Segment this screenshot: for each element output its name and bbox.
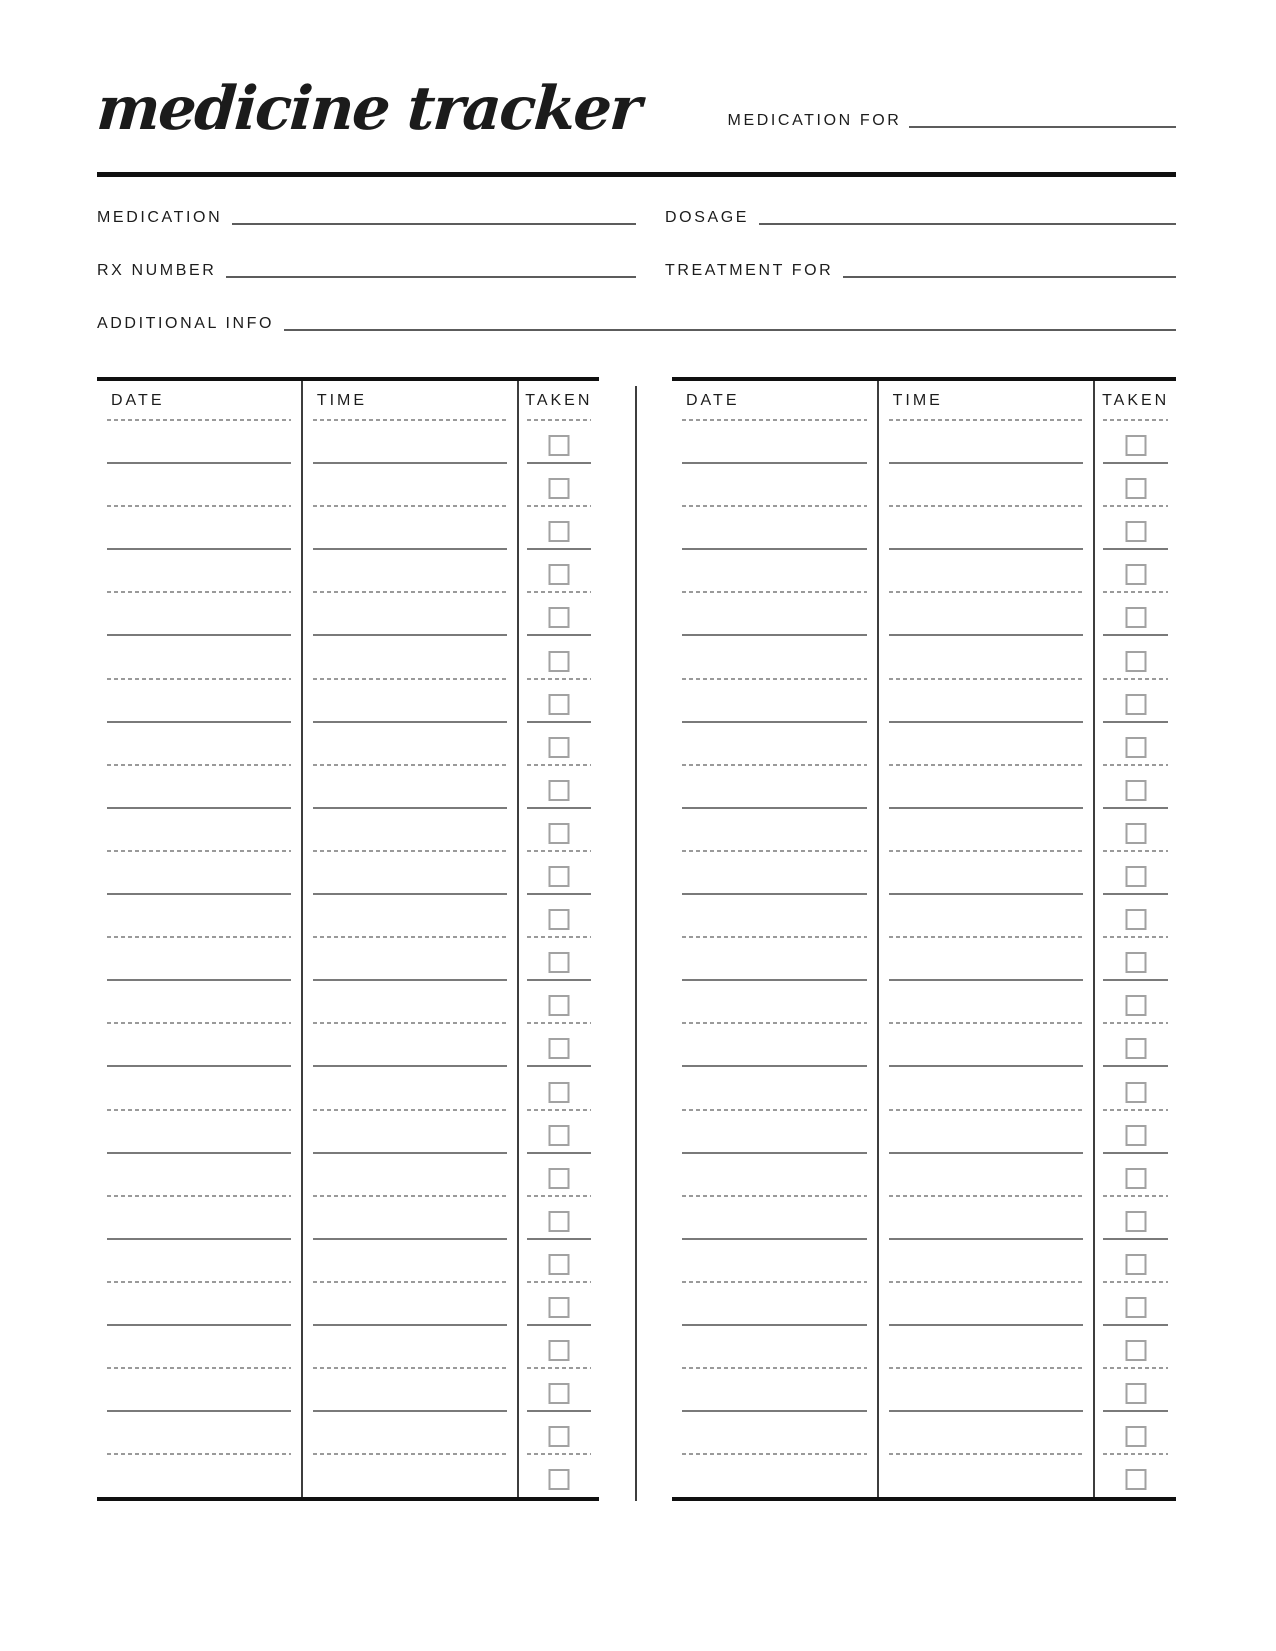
date-cell[interactable] xyxy=(97,1282,303,1325)
taken-checkbox[interactable] xyxy=(1125,1168,1146,1189)
taken-checkbox[interactable] xyxy=(1125,995,1146,1016)
table-row xyxy=(97,1066,599,1109)
taken-checkbox[interactable] xyxy=(1125,694,1146,715)
taken-checkbox[interactable] xyxy=(1125,1297,1146,1318)
table-row xyxy=(97,765,599,808)
time-cell[interactable] xyxy=(879,1454,1096,1497)
date-cell[interactable] xyxy=(672,592,879,635)
taken-checkbox[interactable] xyxy=(1125,1038,1146,1059)
table-row xyxy=(672,506,1176,549)
date-cell[interactable] xyxy=(672,1110,879,1153)
taken-checkbox[interactable] xyxy=(548,564,569,585)
taken-checkbox[interactable] xyxy=(1125,1211,1146,1232)
taken-checkbox[interactable] xyxy=(1125,564,1146,585)
taken-checkbox[interactable] xyxy=(548,694,569,715)
time-cell[interactable] xyxy=(879,1196,1096,1239)
taken-cell xyxy=(1095,1023,1176,1066)
table-row xyxy=(672,765,1176,808)
taken-checkbox[interactable] xyxy=(1125,737,1146,758)
date-cell[interactable] xyxy=(672,1239,879,1282)
table-row xyxy=(97,1368,599,1411)
taken-header-label: TAKEN xyxy=(1102,392,1170,409)
date-cell[interactable] xyxy=(672,980,879,1023)
taken-cell xyxy=(1095,937,1176,980)
table-row xyxy=(672,1239,1176,1282)
table-row xyxy=(672,1110,1176,1153)
taken-cell xyxy=(519,549,599,592)
table-row xyxy=(97,1411,599,1454)
taken-cell xyxy=(519,1023,599,1066)
time-cell[interactable] xyxy=(879,722,1096,765)
date-cell[interactable] xyxy=(672,894,879,937)
header xyxy=(94,0,1176,153)
table-row xyxy=(672,722,1176,765)
taken-cell xyxy=(1095,980,1176,1023)
date-cell[interactable] xyxy=(97,506,303,549)
taken-checkbox[interactable] xyxy=(548,1426,569,1447)
time-cell[interactable] xyxy=(303,722,519,765)
taken-checkbox[interactable] xyxy=(548,651,569,672)
time-cell[interactable] xyxy=(879,1066,1096,1109)
table-row xyxy=(97,894,599,937)
taken-checkbox[interactable] xyxy=(1125,1125,1146,1146)
column-header-date xyxy=(672,381,879,420)
table-row xyxy=(97,808,599,851)
medication-for-field xyxy=(728,113,1176,129)
taken-cell xyxy=(1095,1153,1176,1196)
table-row xyxy=(97,1325,599,1368)
dosage-label: DOSAGE xyxy=(665,209,750,226)
time-cell[interactable] xyxy=(303,679,519,722)
medication-log-tables xyxy=(97,377,1176,1501)
date-cell[interactable] xyxy=(672,506,879,549)
taken-cell xyxy=(519,1239,599,1282)
date-cell[interactable] xyxy=(97,808,303,851)
taken-checkbox[interactable] xyxy=(548,952,569,973)
time-cell[interactable] xyxy=(879,980,1096,1023)
date-cell[interactable] xyxy=(97,463,303,506)
table-row xyxy=(97,722,599,765)
table-row xyxy=(672,1066,1176,1109)
taken-cell xyxy=(519,1282,599,1325)
time-cell[interactable] xyxy=(303,980,519,1023)
time-cell[interactable] xyxy=(303,1411,519,1454)
time-cell[interactable] xyxy=(303,1066,519,1109)
taken-cell xyxy=(1095,679,1176,722)
taken-cell xyxy=(1095,1196,1176,1239)
time-cell[interactable] xyxy=(879,851,1096,894)
table-row xyxy=(97,463,599,506)
time-cell[interactable] xyxy=(303,635,519,678)
table-row xyxy=(97,1282,599,1325)
time-cell[interactable] xyxy=(303,1153,519,1196)
time-cell[interactable] xyxy=(303,463,519,506)
rx-number-label: RX NUMBER xyxy=(97,262,217,279)
taken-checkbox[interactable] xyxy=(548,1254,569,1275)
date-cell[interactable] xyxy=(97,851,303,894)
taken-cell xyxy=(519,980,599,1023)
table-row xyxy=(672,1282,1176,1325)
table-row xyxy=(672,851,1176,894)
taken-checkbox[interactable] xyxy=(1125,1340,1146,1361)
time-cell[interactable] xyxy=(303,1368,519,1411)
taken-checkbox[interactable] xyxy=(548,995,569,1016)
date-cell[interactable] xyxy=(97,1411,303,1454)
taken-cell xyxy=(1095,851,1176,894)
taken-header-label: TAKEN xyxy=(525,392,593,409)
taken-cell xyxy=(519,1325,599,1368)
date-cell[interactable] xyxy=(97,1454,303,1497)
column-header-taken xyxy=(1095,381,1176,420)
taken-checkbox[interactable] xyxy=(1125,651,1146,672)
date-cell[interactable] xyxy=(672,722,879,765)
taken-checkbox[interactable] xyxy=(548,866,569,887)
treatment-for-field xyxy=(665,263,1176,279)
rx-number-input-line[interactable] xyxy=(226,276,636,278)
taken-cell xyxy=(1095,420,1176,463)
taken-checkbox[interactable] xyxy=(1125,1082,1146,1103)
taken-cell xyxy=(519,1454,599,1497)
time-cell[interactable] xyxy=(879,1023,1096,1066)
taken-checkbox[interactable] xyxy=(548,737,569,758)
date-cell[interactable] xyxy=(97,894,303,937)
table-row xyxy=(672,549,1176,592)
taken-checkbox[interactable] xyxy=(548,1038,569,1059)
taken-checkbox[interactable] xyxy=(548,1383,569,1404)
table-row xyxy=(672,808,1176,851)
time-cell[interactable] xyxy=(303,1110,519,1153)
column-header-time xyxy=(303,381,519,420)
taken-cell xyxy=(1095,1066,1176,1109)
time-cell[interactable] xyxy=(879,1325,1096,1368)
time-cell[interactable] xyxy=(303,1023,519,1066)
time-header-label: TIME xyxy=(316,392,368,409)
date-cell[interactable] xyxy=(672,1325,879,1368)
table-row xyxy=(97,851,599,894)
table-divider xyxy=(635,386,637,1501)
table-row xyxy=(672,679,1176,722)
date-cell[interactable] xyxy=(672,765,879,808)
date-cell[interactable] xyxy=(672,1282,879,1325)
table-body xyxy=(97,420,599,1497)
taken-cell xyxy=(519,592,599,635)
table-row xyxy=(672,420,1176,463)
medication-input-line[interactable] xyxy=(232,223,636,225)
taken-cell xyxy=(519,808,599,851)
med-log-table-1 xyxy=(97,377,599,1501)
date-cell[interactable] xyxy=(672,1023,879,1066)
time-cell[interactable] xyxy=(303,808,519,851)
date-cell[interactable] xyxy=(97,1110,303,1153)
time-cell[interactable] xyxy=(879,1368,1096,1411)
additional-info-label: ADDITIONAL INFO xyxy=(97,315,275,332)
date-cell[interactable] xyxy=(672,679,879,722)
table-row xyxy=(672,592,1176,635)
time-cell[interactable] xyxy=(879,765,1096,808)
time-cell[interactable] xyxy=(879,1239,1096,1282)
dosage-input-line[interactable] xyxy=(759,223,1176,225)
taken-cell xyxy=(519,635,599,678)
taken-cell xyxy=(1095,765,1176,808)
time-cell[interactable] xyxy=(879,1110,1096,1153)
date-cell[interactable] xyxy=(97,635,303,678)
additional-info-field xyxy=(97,316,1176,332)
table-row xyxy=(672,1196,1176,1239)
taken-cell xyxy=(519,679,599,722)
taken-cell xyxy=(1095,549,1176,592)
date-cell[interactable] xyxy=(97,1066,303,1109)
table-row xyxy=(97,1454,599,1497)
taken-cell xyxy=(1095,635,1176,678)
form-row xyxy=(97,279,1176,332)
prescription-info-form xyxy=(97,177,1176,332)
time-cell[interactable] xyxy=(303,1196,519,1239)
taken-cell xyxy=(519,1066,599,1109)
taken-cell xyxy=(519,1153,599,1196)
taken-cell xyxy=(1095,1368,1176,1411)
page-title: medicine tracker xyxy=(94,74,642,144)
medication-label: MEDICATION xyxy=(97,209,223,226)
taken-cell xyxy=(1095,1239,1176,1282)
date-cell[interactable] xyxy=(672,1454,879,1497)
table-row xyxy=(672,1325,1176,1368)
date-cell[interactable] xyxy=(672,851,879,894)
date-header-label: DATE xyxy=(686,392,740,409)
table-row xyxy=(97,1023,599,1066)
taken-checkbox[interactable] xyxy=(1125,478,1146,499)
time-cell[interactable] xyxy=(879,463,1096,506)
time-cell[interactable] xyxy=(879,808,1096,851)
taken-checkbox[interactable] xyxy=(548,607,569,628)
table-row xyxy=(97,1153,599,1196)
taken-cell xyxy=(1095,1110,1176,1153)
table-row xyxy=(672,937,1176,980)
taken-cell xyxy=(1095,1282,1176,1325)
taken-checkbox[interactable] xyxy=(548,1125,569,1146)
table-body xyxy=(672,420,1176,1497)
time-cell[interactable] xyxy=(303,1239,519,1282)
taken-checkbox[interactable] xyxy=(548,1082,569,1103)
taken-cell xyxy=(519,1196,599,1239)
taken-checkbox[interactable] xyxy=(1125,780,1146,801)
taken-cell xyxy=(519,506,599,549)
table-row xyxy=(672,1411,1176,1454)
date-cell[interactable] xyxy=(97,1023,303,1066)
time-cell[interactable] xyxy=(879,1153,1096,1196)
date-cell[interactable] xyxy=(672,463,879,506)
taken-checkbox[interactable] xyxy=(1125,909,1146,930)
taken-cell xyxy=(519,1110,599,1153)
date-cell[interactable] xyxy=(97,765,303,808)
taken-cell xyxy=(1095,1454,1176,1497)
taken-checkbox[interactable] xyxy=(1125,823,1146,844)
table-row xyxy=(672,1368,1176,1411)
date-cell[interactable] xyxy=(672,1368,879,1411)
date-cell[interactable] xyxy=(97,980,303,1023)
taken-checkbox[interactable] xyxy=(548,1168,569,1189)
date-cell[interactable] xyxy=(97,722,303,765)
taken-cell xyxy=(1095,894,1176,937)
date-cell[interactable] xyxy=(97,1239,303,1282)
date-cell[interactable] xyxy=(97,679,303,722)
taken-cell xyxy=(519,1411,599,1454)
time-cell[interactable] xyxy=(879,549,1096,592)
time-cell[interactable] xyxy=(879,679,1096,722)
taken-checkbox[interactable] xyxy=(1125,952,1146,973)
time-cell[interactable] xyxy=(879,635,1096,678)
med-log-table-2 xyxy=(672,377,1176,1501)
table-row xyxy=(97,1110,599,1153)
additional-info-input-line[interactable] xyxy=(284,329,1176,331)
column-header-date xyxy=(97,381,303,420)
date-cell[interactable] xyxy=(672,1196,879,1239)
taken-cell xyxy=(1095,722,1176,765)
time-cell[interactable] xyxy=(303,894,519,937)
taken-cell xyxy=(519,463,599,506)
table-row xyxy=(97,1239,599,1282)
taken-checkbox[interactable] xyxy=(548,1469,569,1490)
medication-for-input-line[interactable] xyxy=(909,126,1176,128)
table-header xyxy=(672,381,1176,420)
taken-cell xyxy=(519,722,599,765)
table-row xyxy=(97,980,599,1023)
taken-checkbox[interactable] xyxy=(1125,435,1146,456)
taken-checkbox[interactable] xyxy=(1125,521,1146,542)
time-cell[interactable] xyxy=(879,1411,1096,1454)
date-cell[interactable] xyxy=(97,592,303,635)
table-row xyxy=(672,1153,1176,1196)
date-cell[interactable] xyxy=(672,420,879,463)
table-row xyxy=(97,549,599,592)
date-cell[interactable] xyxy=(97,937,303,980)
time-cell[interactable] xyxy=(303,420,519,463)
date-cell[interactable] xyxy=(672,1411,879,1454)
table-row xyxy=(97,679,599,722)
taken-cell xyxy=(519,420,599,463)
table-row xyxy=(672,1454,1176,1497)
time-cell[interactable] xyxy=(879,420,1096,463)
taken-cell xyxy=(519,894,599,937)
taken-checkbox[interactable] xyxy=(548,435,569,456)
date-cell[interactable] xyxy=(97,549,303,592)
time-cell[interactable] xyxy=(303,1282,519,1325)
taken-cell xyxy=(1095,463,1176,506)
taken-checkbox[interactable] xyxy=(1125,1254,1146,1275)
table-row xyxy=(97,635,599,678)
column-header-time xyxy=(879,381,1096,420)
taken-cell xyxy=(519,851,599,894)
treatment-for-input-line[interactable] xyxy=(843,276,1176,278)
taken-checkbox[interactable] xyxy=(1125,607,1146,628)
medication-for-label: MEDICATION FOR xyxy=(727,112,902,129)
taken-checkbox[interactable] xyxy=(548,780,569,801)
taken-cell xyxy=(519,765,599,808)
date-cell[interactable] xyxy=(672,937,879,980)
time-header-label: TIME xyxy=(892,392,943,409)
medication-field xyxy=(97,210,636,226)
taken-cell xyxy=(1095,506,1176,549)
time-cell[interactable] xyxy=(303,549,519,592)
form-row xyxy=(97,226,1176,279)
time-cell[interactable] xyxy=(303,851,519,894)
taken-checkbox[interactable] xyxy=(548,1297,569,1318)
date-header-label: DATE xyxy=(111,392,165,409)
date-cell[interactable] xyxy=(672,635,879,678)
date-cell[interactable] xyxy=(97,1196,303,1239)
time-cell[interactable] xyxy=(303,506,519,549)
table-row xyxy=(97,592,599,635)
table-gap xyxy=(599,377,672,1501)
date-cell[interactable] xyxy=(672,1153,879,1196)
table-row xyxy=(672,980,1176,1023)
taken-checkbox[interactable] xyxy=(1125,1469,1146,1490)
table-row xyxy=(97,1196,599,1239)
date-cell[interactable] xyxy=(97,1153,303,1196)
time-cell[interactable] xyxy=(303,1325,519,1368)
taken-checkbox[interactable] xyxy=(548,478,569,499)
treatment-for-label: TREATMENT FOR xyxy=(665,262,834,279)
table-header xyxy=(97,381,599,420)
table-row xyxy=(97,506,599,549)
date-cell[interactable] xyxy=(672,808,879,851)
table-row xyxy=(672,463,1176,506)
date-cell[interactable] xyxy=(97,1325,303,1368)
date-cell[interactable] xyxy=(672,1066,879,1109)
taken-cell xyxy=(519,1368,599,1411)
time-cell[interactable] xyxy=(303,765,519,808)
taken-checkbox[interactable] xyxy=(548,823,569,844)
time-cell[interactable] xyxy=(879,937,1096,980)
dosage-field xyxy=(665,210,1176,226)
time-cell[interactable] xyxy=(303,592,519,635)
taken-cell xyxy=(1095,808,1176,851)
taken-checkbox[interactable] xyxy=(548,909,569,930)
form-row xyxy=(97,177,1176,226)
time-cell[interactable] xyxy=(879,506,1096,549)
time-cell[interactable] xyxy=(303,1454,519,1497)
taken-cell xyxy=(1095,1411,1176,1454)
rx-number-field xyxy=(97,263,636,279)
taken-cell xyxy=(519,937,599,980)
taken-checkbox[interactable] xyxy=(548,521,569,542)
table-row xyxy=(672,894,1176,937)
taken-checkbox[interactable] xyxy=(548,1340,569,1361)
time-cell[interactable] xyxy=(879,1282,1096,1325)
time-cell[interactable] xyxy=(303,937,519,980)
table-row xyxy=(97,420,599,463)
time-cell[interactable] xyxy=(879,894,1096,937)
date-cell[interactable] xyxy=(672,549,879,592)
column-header-taken xyxy=(519,381,599,420)
date-cell[interactable] xyxy=(97,1368,303,1411)
taken-cell xyxy=(1095,1325,1176,1368)
taken-checkbox[interactable] xyxy=(1125,1383,1146,1404)
taken-cell xyxy=(1095,592,1176,635)
taken-checkbox[interactable] xyxy=(1125,1426,1146,1447)
taken-checkbox[interactable] xyxy=(548,1211,569,1232)
time-cell[interactable] xyxy=(879,592,1096,635)
table-row xyxy=(672,635,1176,678)
table-row xyxy=(672,1023,1176,1066)
taken-checkbox[interactable] xyxy=(1125,866,1146,887)
table-row xyxy=(97,937,599,980)
date-cell[interactable] xyxy=(97,420,303,463)
